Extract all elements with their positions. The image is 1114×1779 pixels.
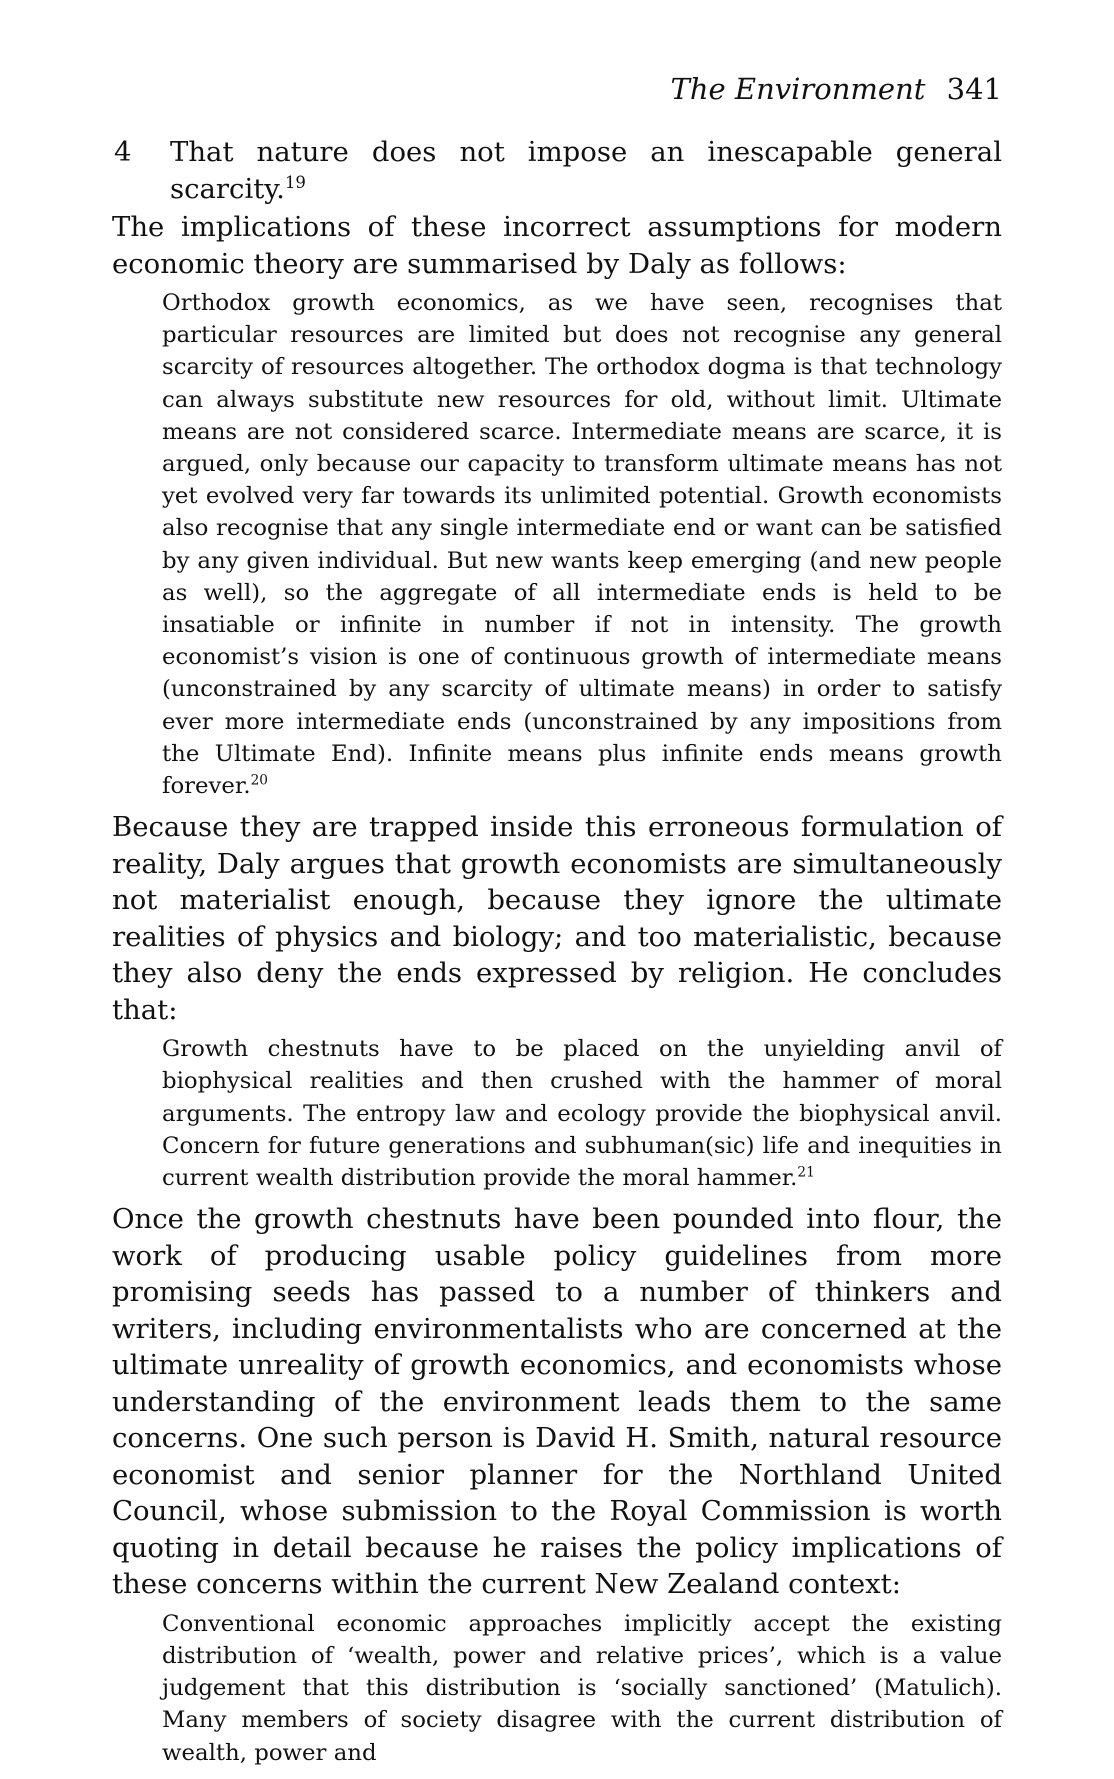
footnote-ref-21: 21	[797, 1164, 815, 1181]
paragraph-trapped: Because they are trapped inside this erroneous formulation of reality, Daly argues that growth economists are simultaneously not materialist enough, because they ignore the ultimate realities of physics and biology; and too materialistic, because they also deny the ends expressed by religion. He concludes that:	[112, 811, 1002, 1026]
list-item-text: That nature does not impose an inescapable general scarcity.	[170, 136, 1002, 205]
quote-text: Orthodox growth economics, as we have seen, recognises that particular resources are limited but does not recognise any general scarcity of resources altogether. The orthodox dogma is that technology can always substitute new resources for old, without limit. Ultimate means are not considered scarce. Intermediate means are scarce, it is argued, only because our capacity to transform ultimate means has not yet evolved very far towards its unlimited potential. Growth economists also recognise that any single intermediate end or want can be satisfied by any given individual. But new wants keep emerging (and new people as well), so the aggregate of all intermediate ends is held to be insatiable or infinite in number if not in intensity. The growth economist’s vision is one of continuous growth of intermediate means (unconstrained by any scarcity of ultimate means) in order to satisfy ever more intermediate ends (unconstrained by any impositions from the Ultimate End). Infinite means plus infinite ends means growth forever.	[162, 290, 1002, 800]
running-header	[671, 72, 1002, 106]
footnote-ref-20: 20	[250, 772, 268, 789]
page-body	[112, 134, 1002, 1776]
block-quote-conventional	[162, 1608, 1002, 1769]
quote-text: Growth chestnuts have to be placed on the unyielding anvil of biophysical realities and then crushed with the hammer of moral arguments. The entropy law and ecology provide the biophysical anvil. Concern for future generations and subhuman(sic) life and inequities in current wealth distribution provide the moral hammer.	[162, 1036, 1002, 1192]
quote-text: Conventional economic approaches implicitly accept the existing distribution of ‘wealth, power and relative prices’, which is a value judgement that this distribution is ‘socially sanctioned’ (Matulich). Many members of society disagree with the current distribution of wealth, power and	[162, 1610, 1002, 1766]
list-item-number: 4	[114, 136, 132, 168]
block-quote-chestnuts	[162, 1033, 1002, 1194]
paragraph-chestnuts-flour: Once the growth chestnuts have been pounded into flour, the work of producing usable policy guidelines from more promising seeds has passed to a number of thinkers and writers, including environmentalists who are concerned at the ultimate unreality of growth economics, and economists whose understanding of the environment leads them to the same concerns. One such person is David H. Smith, natural resource economist and senior planner for the Northland United Council, whose submission to the Royal Commission is worth quoting in detail because he raises the policy implications of these concerns within the current New Zealand context:	[112, 1203, 1002, 1601]
list-item-4	[112, 134, 1002, 208]
page-number: 341	[946, 72, 1002, 106]
footnote-ref-19: 19	[284, 172, 306, 192]
running-title: The Environment	[670, 72, 926, 106]
paragraph-implications: The implications of these incorrect assumptions for modern economic theory are summarised by Daly as follows:	[112, 211, 1002, 280]
block-quote-daly-growth	[162, 287, 1002, 802]
